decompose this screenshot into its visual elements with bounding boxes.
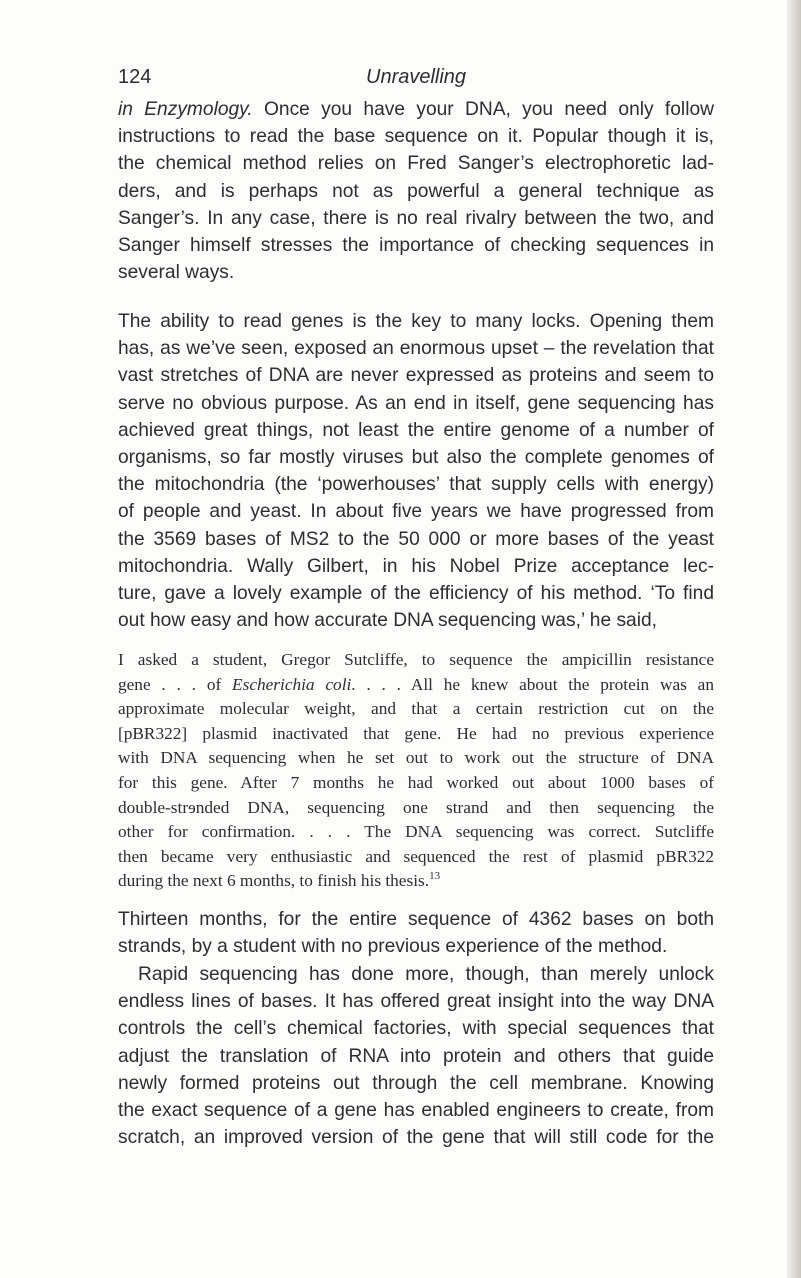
paragraph-line: vast stretches of DNA are never expressed as proteins and seem to <box>118 365 714 387</box>
paragraph-line: instructions to read the base sequence on it. Popular though it is, <box>118 126 714 148</box>
paragraph-line: endless lines of bases. It has offered great insight into the way DNA <box>118 991 714 1013</box>
paragraph-line: several ways. <box>118 262 235 284</box>
paragraph-line: organisms, so far mostly viruses but also the complete genomes of <box>118 447 714 469</box>
paragraph-3 <box>118 906 714 960</box>
quote-line: for this gene. After 7 months he had worked out about 1000 bases of <box>118 772 714 792</box>
paragraph-line: ders, and is perhaps not as powerful a general technique as <box>118 180 714 202</box>
page-edge-shadow <box>787 0 801 1278</box>
paragraph-line: the 3569 bases of MS2 to the 50 000 or more bases of the yeast <box>118 528 714 550</box>
quote-line: double-strɘnded DNA, sequencing one strand and then sequencing the <box>118 797 714 817</box>
text-run: gene . . . of <box>118 674 233 694</box>
text-run: . . . . All he knew about the protein was an <box>351 674 714 694</box>
quote-line <box>118 673 714 698</box>
page-number: 124 <box>118 66 152 88</box>
paragraph-line: scratch, an improved version of the gene that will still code for the <box>118 1127 714 1149</box>
paragraph-2 <box>118 308 714 634</box>
paragraph-line: newly formed proteins out through the cell membrane. Knowing <box>118 1072 714 1094</box>
page-header <box>118 66 718 90</box>
paragraph-line: the mitochondria (the ‘powerhouses’ that supply cells with energy) <box>118 474 714 496</box>
paragraph-line: the chemical method relies on Fred Sanger’s electrophoretic lad- <box>118 153 714 175</box>
quote-line: [pBR322] plasmid inactivated that gene. He had no previous experience <box>118 723 714 743</box>
quote-line: approximate molecular weight, and that a certain restriction cut on the <box>118 699 714 719</box>
paragraph-line: achieved great things, not least the entire genome of a number of <box>118 419 714 441</box>
quote-line: I asked a student, Gregor Sutcliffe, to sequence the ampicillin resistance <box>118 650 714 669</box>
italic-species: Escherichia coli <box>232 674 352 694</box>
paragraph-line: has, as we’ve seen, exposed an enormous upset – the revelation that <box>118 338 714 360</box>
text-run: during the next 6 months, to finish his thesis. <box>118 871 430 891</box>
paragraph-line: mitochondria. Wally Gilbert, in his Nobel Prize acceptance lec- <box>118 555 714 577</box>
quote-line <box>118 869 714 894</box>
paragraph-1 <box>118 96 714 286</box>
paragraph-line: of people and yeast. In about five years we have progressed from <box>118 501 714 523</box>
paragraph-line: serve no obvious purpose. As an end in itself, gene sequencing has <box>118 392 714 414</box>
paragraph-line: adjust the translation of RNA into protein and others that guide <box>118 1045 714 1067</box>
block-quote <box>118 648 714 894</box>
paragraph-line: Sanger’s. In any case, there is no real rivalry between the two, and <box>118 207 714 229</box>
quote-line: with DNA sequencing when he set out to work out the structure of DNA <box>118 748 714 768</box>
paragraph-line: controls the cell’s chemical factories, with special sequences that <box>118 1018 714 1040</box>
paragraph-line: the exact sequence of a gene has enabled engineers to create, from <box>118 1100 714 1122</box>
running-head: Unravelling <box>366 66 467 88</box>
quote-line: other for confirmation. . . . The DNA sequencing was correct. Sutcliffe <box>118 822 714 842</box>
text-run: Once you have your DNA, you need only follow <box>252 99 714 120</box>
quote-line: then became very enthusiastic and sequenced the rest of plasmid pBR322 <box>118 846 714 866</box>
paragraph-line: The ability to read genes is the key to many locks. Opening them <box>118 311 714 332</box>
paragraph-line: strands, by a student with no previous experience of the method. <box>118 936 668 958</box>
footnote-reference[interactable]: 13 <box>429 870 441 883</box>
paragraph-line: ture, gave a lovely example of the efficiency of his method. ‘To find <box>118 583 714 605</box>
paragraph-line: Thirteen months, for the entire sequence of 4362 bases on both <box>118 909 714 930</box>
paragraph-line <box>118 96 714 123</box>
italic-title: in Enzymology. <box>118 99 253 120</box>
paragraph-line: out how easy and how accurate DNA sequencing was,’ he said, <box>118 610 657 632</box>
paragraph-line: Sanger himself stresses the importance of checking sequences in <box>118 235 714 257</box>
paragraph-line: Rapid sequencing has done more, though, than merely unlock <box>138 964 714 985</box>
paragraph-4 <box>118 961 714 1151</box>
